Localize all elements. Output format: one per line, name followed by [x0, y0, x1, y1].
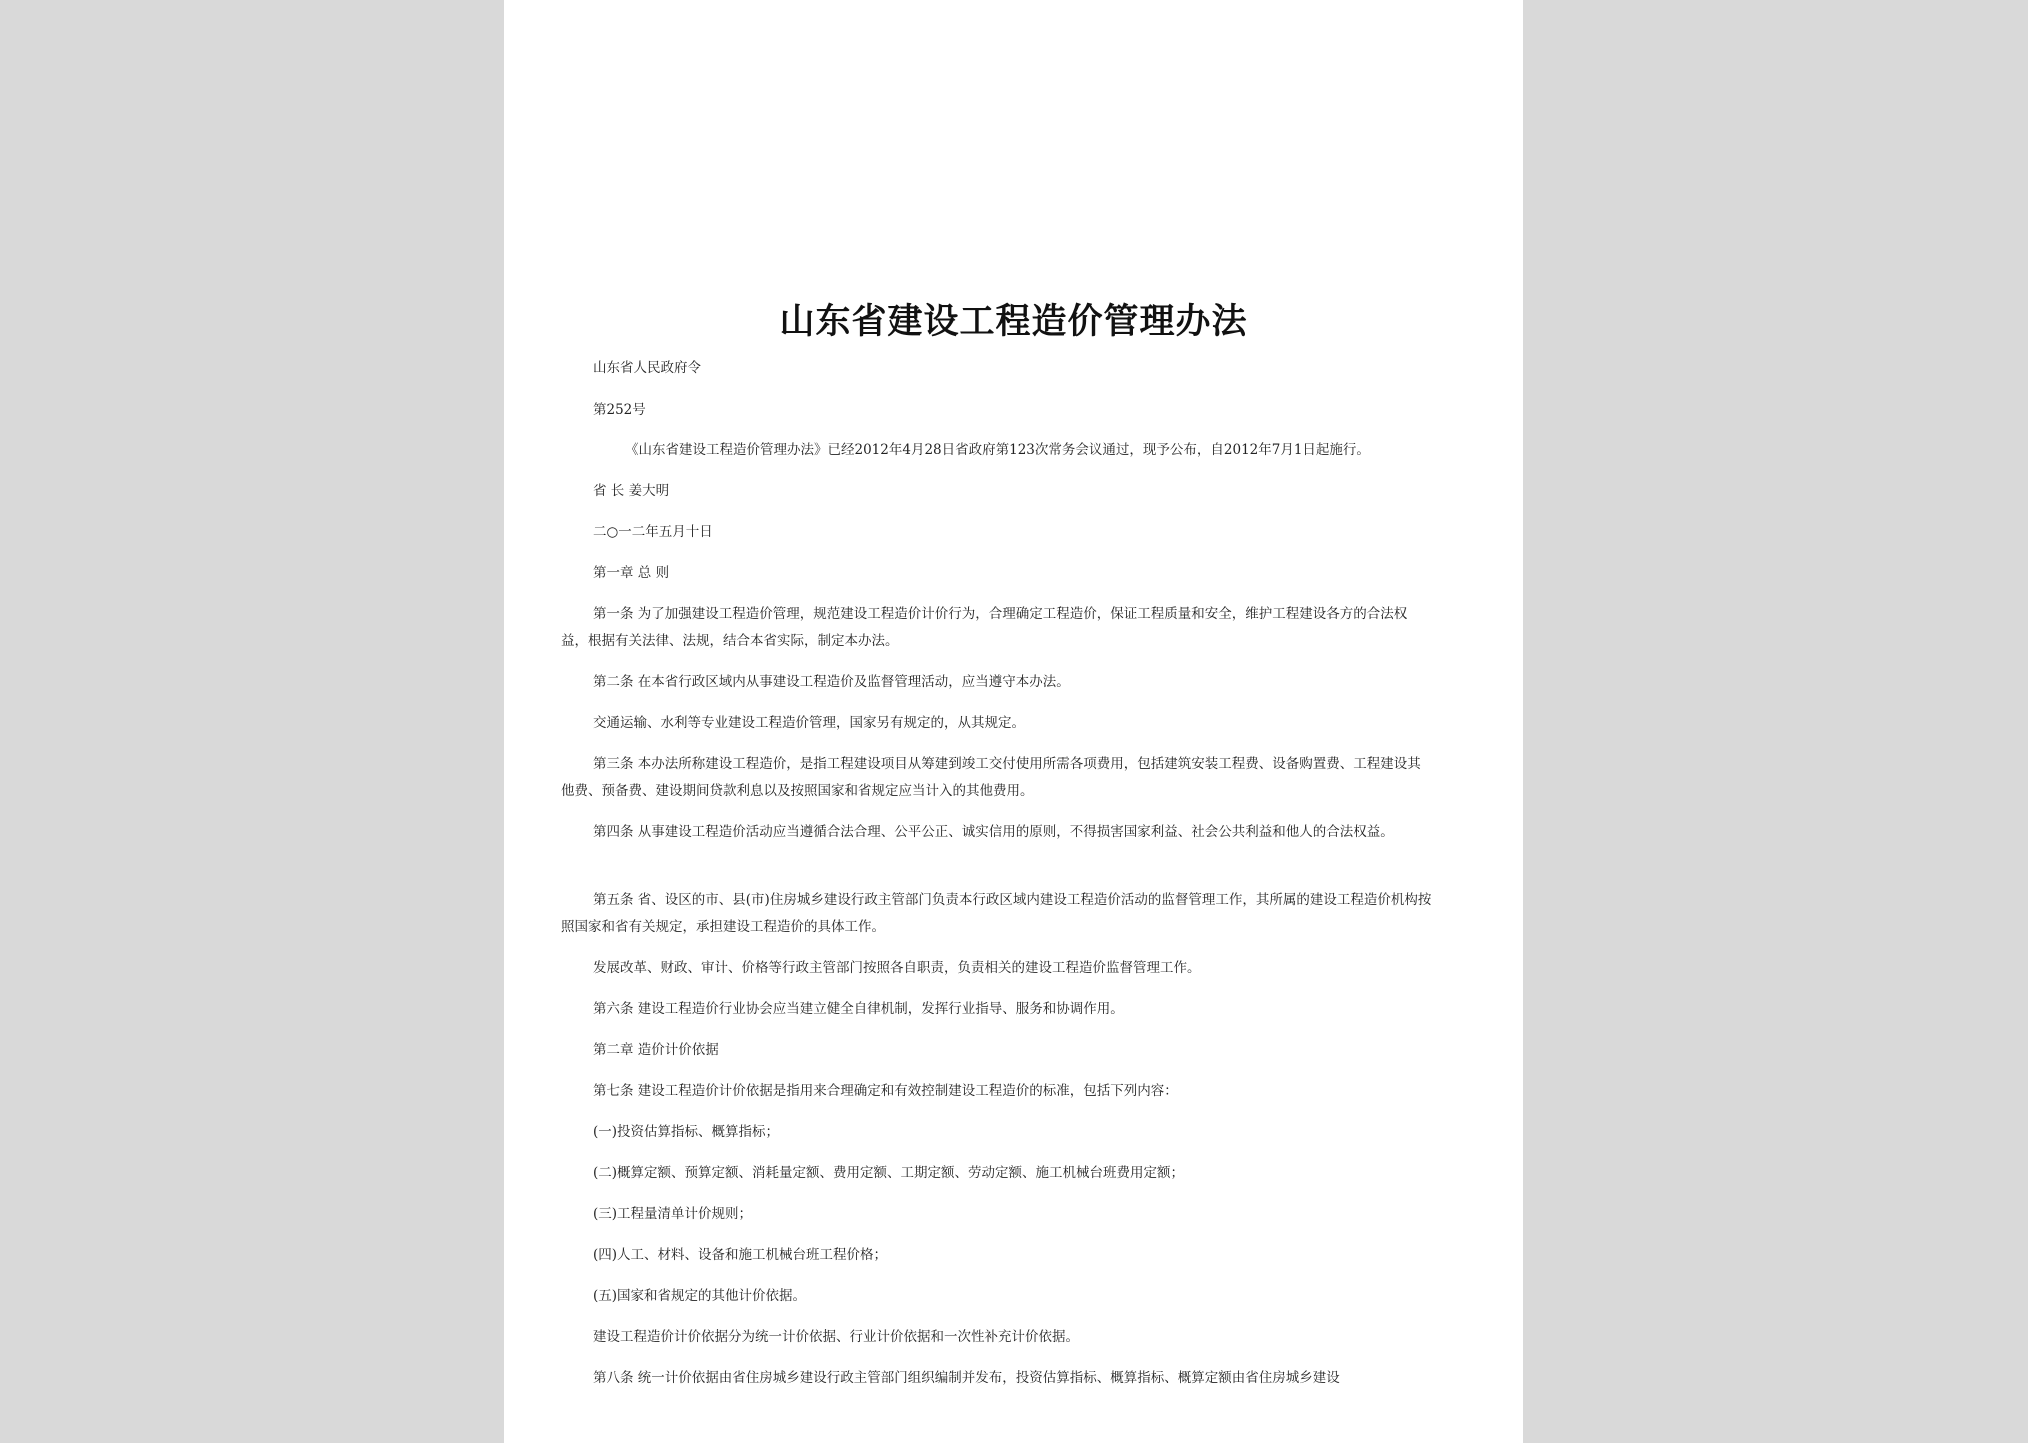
article-paragraph: 第二条 在本省行政区域内从事建设工程造价及监督管理活动，应当遵守本办法。 — [593, 674, 1070, 690]
chapter-heading: 第二章 造价计价依据 — [593, 1042, 719, 1058]
chapter-heading: 第一章 总 则 — [593, 565, 670, 581]
article-paragraph: 发展改革、财政、审计、价格等行政主管部门按照各自职责，负责相关的建设工程造价监督管理工作。 — [593, 960, 1201, 976]
decree-announcement: 《山东省建设工程造价管理办法》已经2012年4月28日省政府第123次常务会议通过，现予公布，自2012年7月1日起施行。 — [625, 442, 1370, 458]
article-paragraph: 第八条 统一计价依据由省住房城乡建设行政主管部门组织编制并发布，投资估算指标、概算指标、概算定额由省住房城乡建设 — [593, 1370, 1340, 1386]
list-item: (四)人工、材料、设备和施工机械台班工程价格； — [593, 1247, 888, 1263]
document-title: 山东省建设工程造价管理办法 — [779, 301, 1248, 342]
list-item: (二)概算定额、预算定额、消耗量定额、费用定额、工期定额、劳动定额、施工机械台班费用定额； — [593, 1165, 1185, 1181]
article-paragraph: 第四条 从事建设工程造价活动应当遵循合法合理、公平公正、诚实信用的原则，不得损害国家利益、社会公共利益和他人的合法权益。 — [593, 824, 1394, 840]
decree-issuer: 山东省人民政府令 — [593, 360, 701, 376]
article-paragraph: 第三条 本办法所称建设工程造价，是指工程建设项目从筹建到竣工交付使用所需各项费用，包括建筑安装工程费、设备购置费、工程建设其他费、预备费、建设期间贷款利息以及按照国家和省规定应当计入的其他费用。 — [561, 756, 1421, 799]
list-item: (三)工程量清单计价规则； — [593, 1206, 753, 1222]
article-paragraph: 交通运输、水利等专业建设工程造价管理，国家另有规定的，从其规定。 — [593, 715, 1025, 731]
list-item: (一)投资估算指标、概算指标； — [593, 1124, 780, 1140]
decree-date: 二○一二年五月十日 — [593, 524, 713, 540]
decree-number: 第252号 — [593, 402, 646, 418]
list-item: (五)国家和省规定的其他计价依据。 — [593, 1288, 807, 1304]
article-paragraph: 第七条 建设工程造价计价依据是指用来合理确定和有效控制建设工程造价的标准，包括下列内容： — [593, 1083, 1178, 1099]
article-paragraph: 第六条 建设工程造价行业协会应当建立健全自律机制，发挥行业指导、服务和协调作用。 — [593, 1001, 1124, 1017]
signatory: 省 长 姜大明 — [593, 483, 670, 499]
document-page — [504, 0, 1523, 1443]
article-paragraph: 第五条 省、设区的市、县(市)住房城乡建设行政主管部门负责本行政区域内建设工程造价活动的监督管理工作，其所属的建设工程造价机构按照国家和省有关规定，承担建设工程造价的具体工作。 — [561, 892, 1432, 935]
article-paragraph: 建设工程造价计价依据分为统一计价依据、行业计价依据和一次性补充计价依据。 — [593, 1329, 1079, 1345]
article-paragraph: 第一条 为了加强建设工程造价管理，规范建设工程造价计价行为，合理确定工程造价，保证工程质量和安全，维护工程建设各方的合法权益，根据有关法律、法规，结合本省实际，制定本办法。 — [561, 606, 1408, 649]
